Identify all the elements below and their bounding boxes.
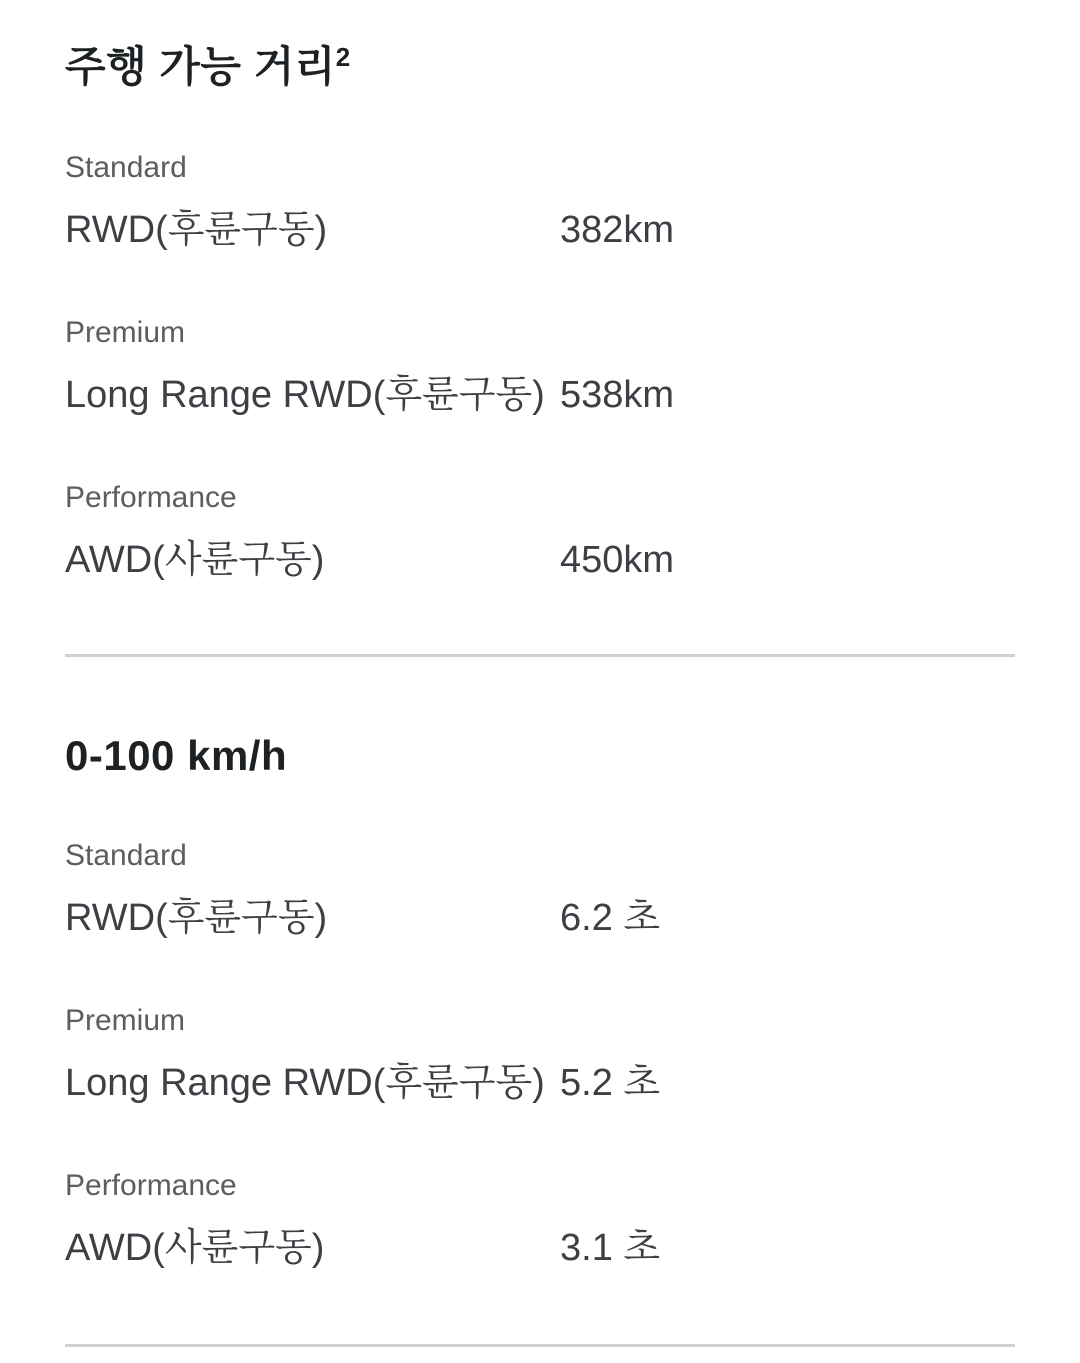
acceleration-value: 3.1 초 (560, 1227, 661, 1270)
tier-label: Premium (65, 315, 186, 349)
tier-label: Premium (65, 1004, 186, 1038)
tier-label: Standard (65, 839, 187, 873)
section-title-text: 주행 가능 거리 (65, 43, 336, 90)
section-divider (65, 654, 1015, 657)
section-acceleration (65, 729, 1015, 1279)
spec-line (65, 1053, 1015, 1113)
trim-name: RWD(후륜구동) (65, 208, 328, 251)
trim-name: Long Range RWD(후륜구동) (65, 373, 545, 416)
section-title-text: 0-100 km/h (65, 731, 288, 779)
spec-row-premium-range (65, 316, 1015, 425)
section-title-driving-range (65, 40, 1015, 95)
footnote-superscript: 2 (335, 42, 351, 72)
spec-line (65, 365, 1015, 425)
section-driving-range (65, 40, 1015, 590)
section-title-acceleration (65, 729, 1015, 784)
trim-name: AWD(사륜구동) (65, 1227, 325, 1270)
tier-label: Performance (65, 480, 237, 514)
spec-line (65, 1218, 1015, 1278)
spec-line (65, 530, 1015, 590)
spec-row-performance-range (65, 481, 1015, 590)
spec-line (65, 888, 1015, 948)
spec-line (65, 200, 1015, 260)
spec-row-performance-acceleration (65, 1169, 1015, 1278)
acceleration-value: 6.2 초 (560, 897, 661, 940)
range-value: 382km (560, 208, 675, 251)
tier-label: Performance (65, 1169, 237, 1203)
acceleration-value: 5.2 초 (560, 1062, 661, 1105)
trim-name: Long Range RWD(후륜구동) (65, 1062, 545, 1105)
trim-name: AWD(사륜구동) (65, 538, 325, 581)
spec-row-standard-range (65, 151, 1015, 260)
range-value: 450km (560, 538, 675, 581)
trim-name: RWD(후륜구동) (65, 897, 328, 940)
spec-row-standard-acceleration (65, 839, 1015, 948)
tier-label: Standard (65, 150, 187, 184)
spec-row-premium-acceleration (65, 1004, 1015, 1113)
section-divider (65, 1344, 1015, 1347)
range-value: 538km (560, 373, 675, 416)
